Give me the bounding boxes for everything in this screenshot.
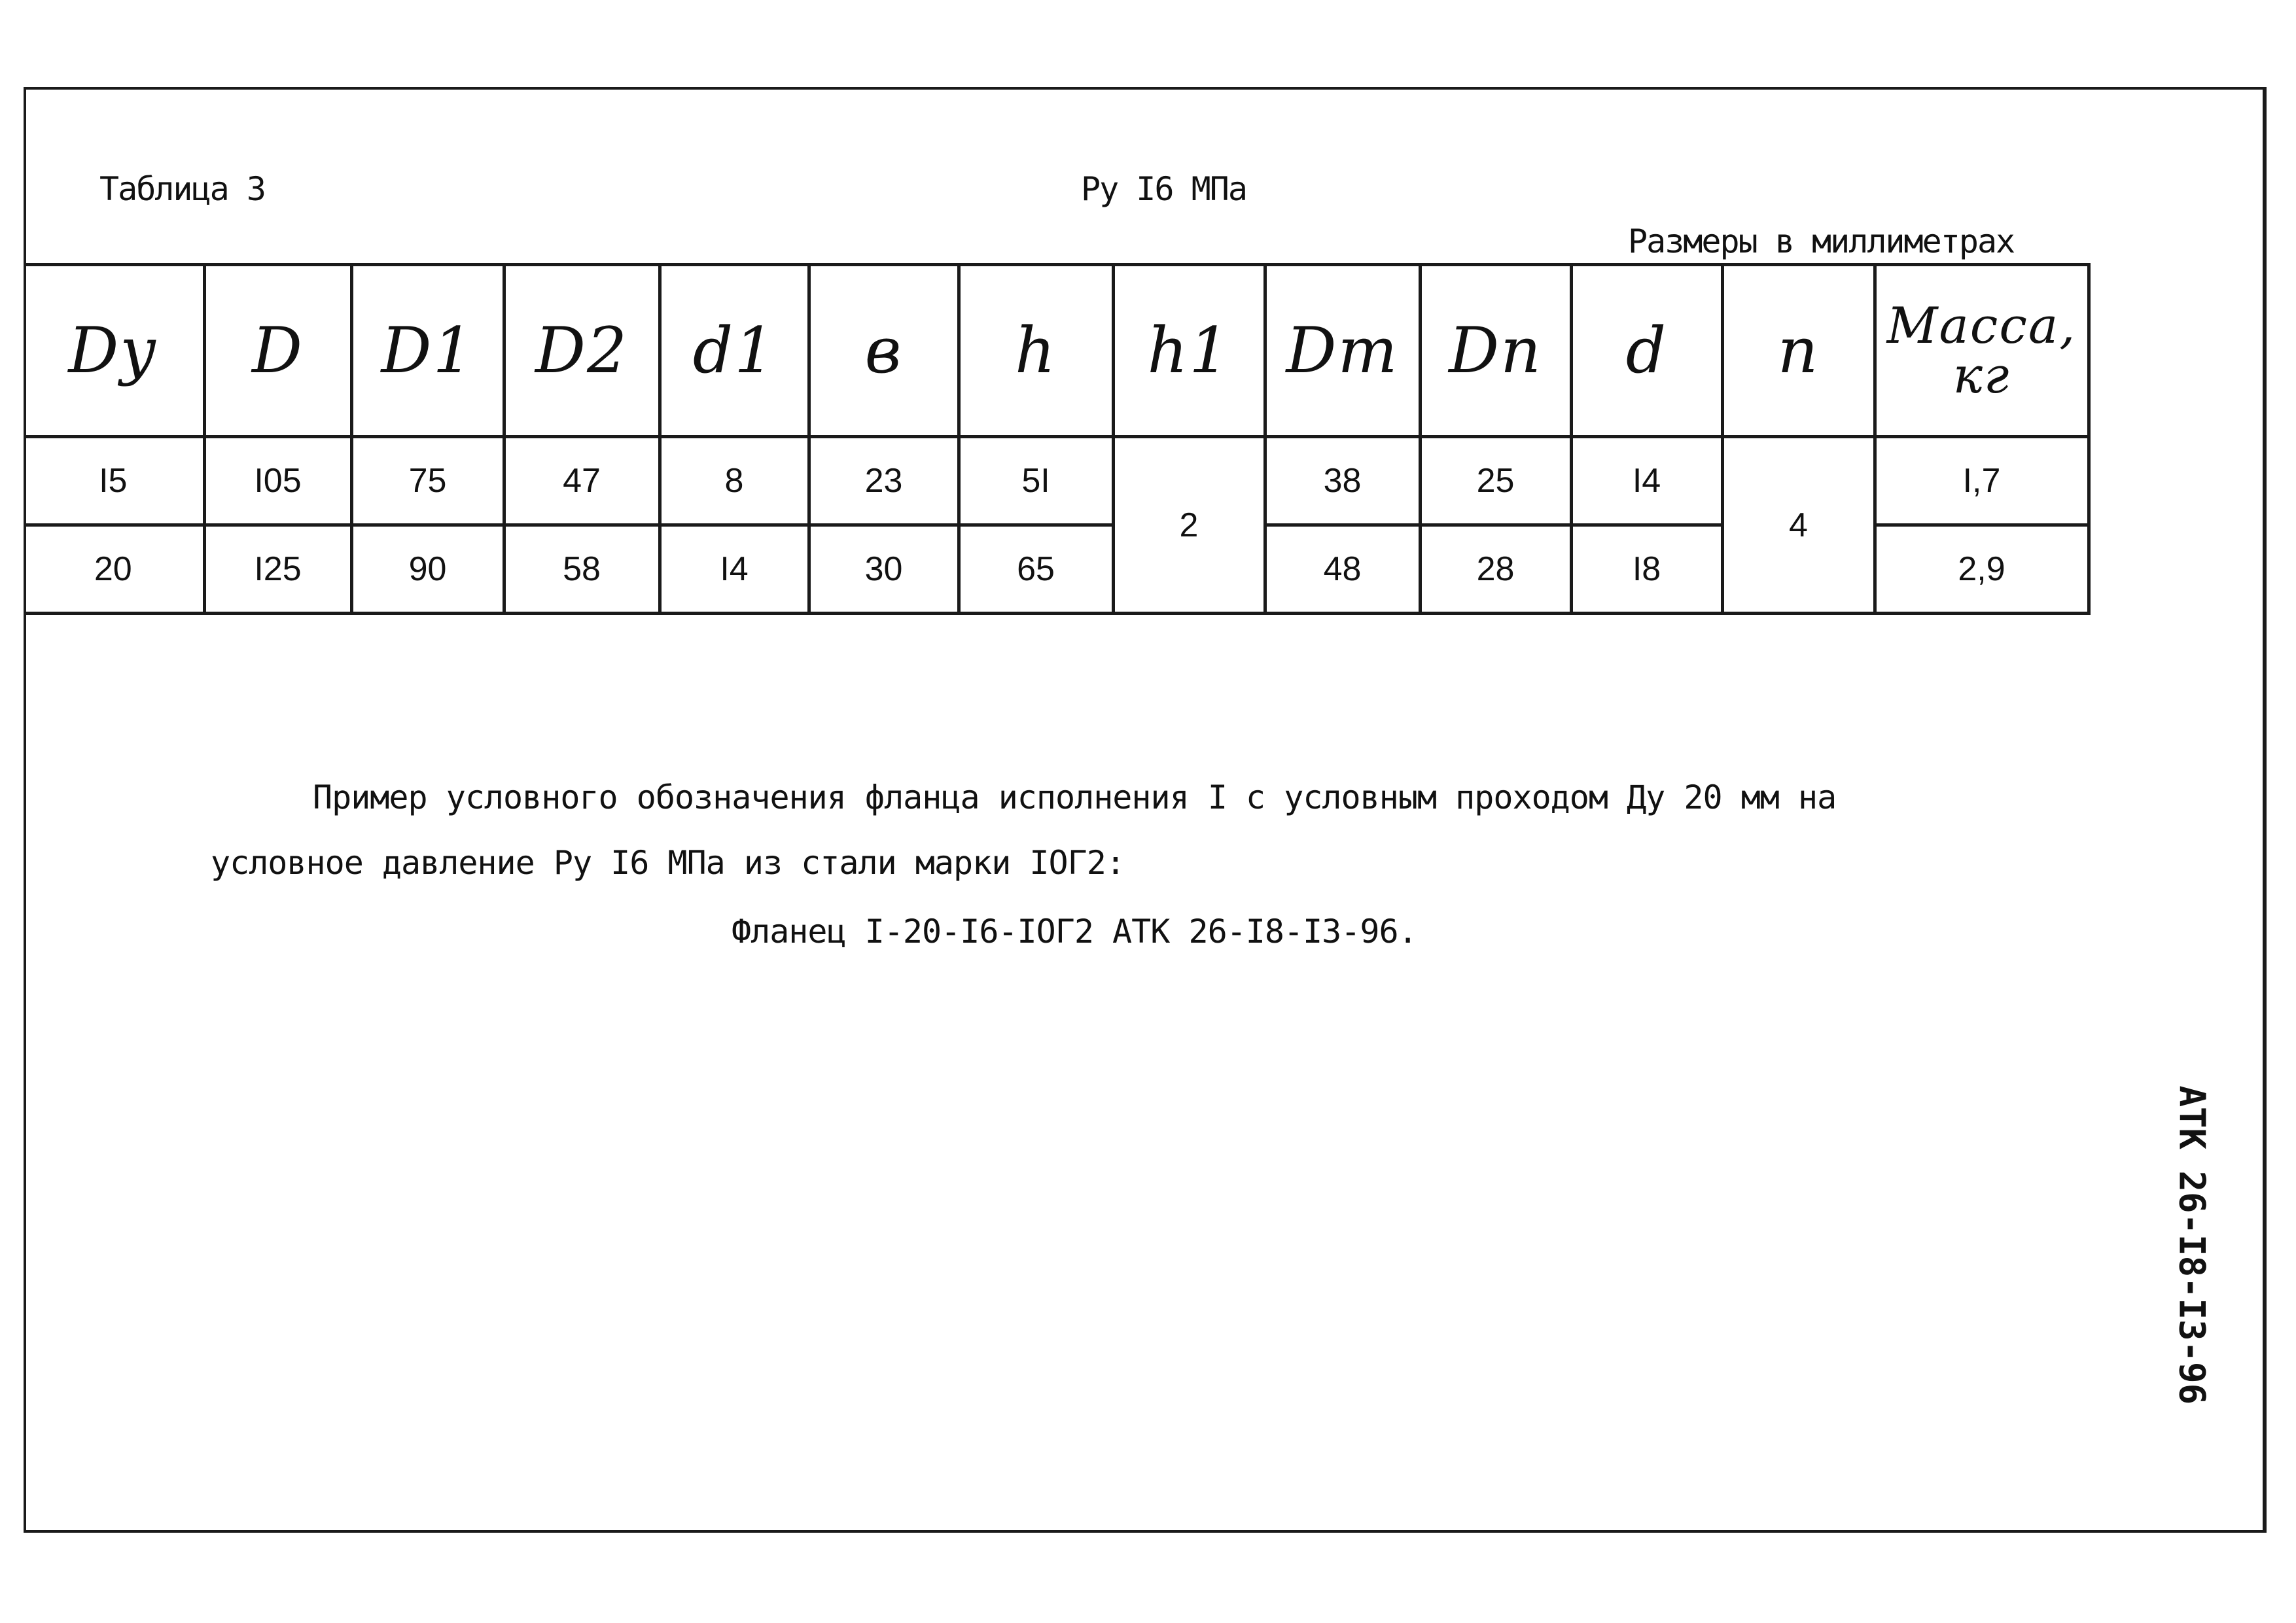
example-text-line-2: условное давление Ру I6 МПа из стали марки IOГ2: — [211, 844, 1125, 882]
header-cell-dy: Dу — [24, 265, 204, 437]
example-designation: Фланец I-20-I6-IOГ2 АТК 26-I8-I3-96. — [732, 913, 1417, 951]
table-cell: 47 — [504, 437, 660, 525]
table-cell: I05 — [204, 437, 351, 525]
table-cell: 2,9 — [1875, 525, 2089, 614]
header-cell-d-bolt: d — [1571, 265, 1722, 437]
table-header-row — [24, 265, 2089, 437]
table-cell: 28 — [1420, 525, 1571, 614]
table-cell: I5 — [24, 437, 204, 525]
table-cell: I,7 — [1875, 437, 2089, 525]
header-cell-n: n — [1722, 265, 1875, 437]
example-text-line-1: Пример условного обозначения фланца исполнения I с условным проходом Ду 20 мм на — [313, 778, 1837, 816]
table-cell: 25 — [1420, 437, 1571, 525]
table-cell: 65 — [959, 525, 1113, 614]
units-note: Размеры в миллиметрах — [1628, 222, 2015, 260]
table-cell: 90 — [351, 525, 504, 614]
header-cell-mass: Масса, кг — [1875, 265, 2089, 437]
table-cell: 30 — [809, 525, 959, 614]
table-cell: 48 — [1265, 525, 1420, 614]
dimensions-table — [24, 263, 2091, 615]
document-code-vertical: АТК 26-I8-I3-96 — [2171, 1085, 2213, 1405]
pressure-rating: Ру I6 МПа — [1081, 170, 1246, 208]
table-cell: 23 — [809, 437, 959, 525]
table-title: Таблица 3 — [99, 170, 265, 208]
table-cell: I8 — [1571, 525, 1722, 614]
header-cell-h1: h1 — [1113, 265, 1265, 437]
table-cell: 8 — [660, 437, 809, 525]
table-cell: 20 — [24, 525, 204, 614]
table-cell: I4 — [660, 525, 809, 614]
header-cell-d2: D2 — [504, 265, 660, 437]
header-cell-dn: Dn — [1420, 265, 1571, 437]
table-cell: I25 — [204, 525, 351, 614]
table-cell: I4 — [1571, 437, 1722, 525]
header-cell-dm: Dm — [1265, 265, 1420, 437]
table-row — [24, 437, 2089, 525]
header-cell-h: h — [959, 265, 1113, 437]
table-cell: 75 — [351, 437, 504, 525]
table-cell-merged: 2 — [1113, 437, 1265, 614]
header-cell-d1: D1 — [351, 265, 504, 437]
header-cell-b: в — [809, 265, 959, 437]
table-cell-merged: 4 — [1722, 437, 1875, 614]
table-cell: 5I — [959, 437, 1113, 525]
header-cell-d1-hole: d1 — [660, 265, 809, 437]
table-cell: 58 — [504, 525, 660, 614]
header-cell-d-outer: D — [204, 265, 351, 437]
table-cell: 38 — [1265, 437, 1420, 525]
